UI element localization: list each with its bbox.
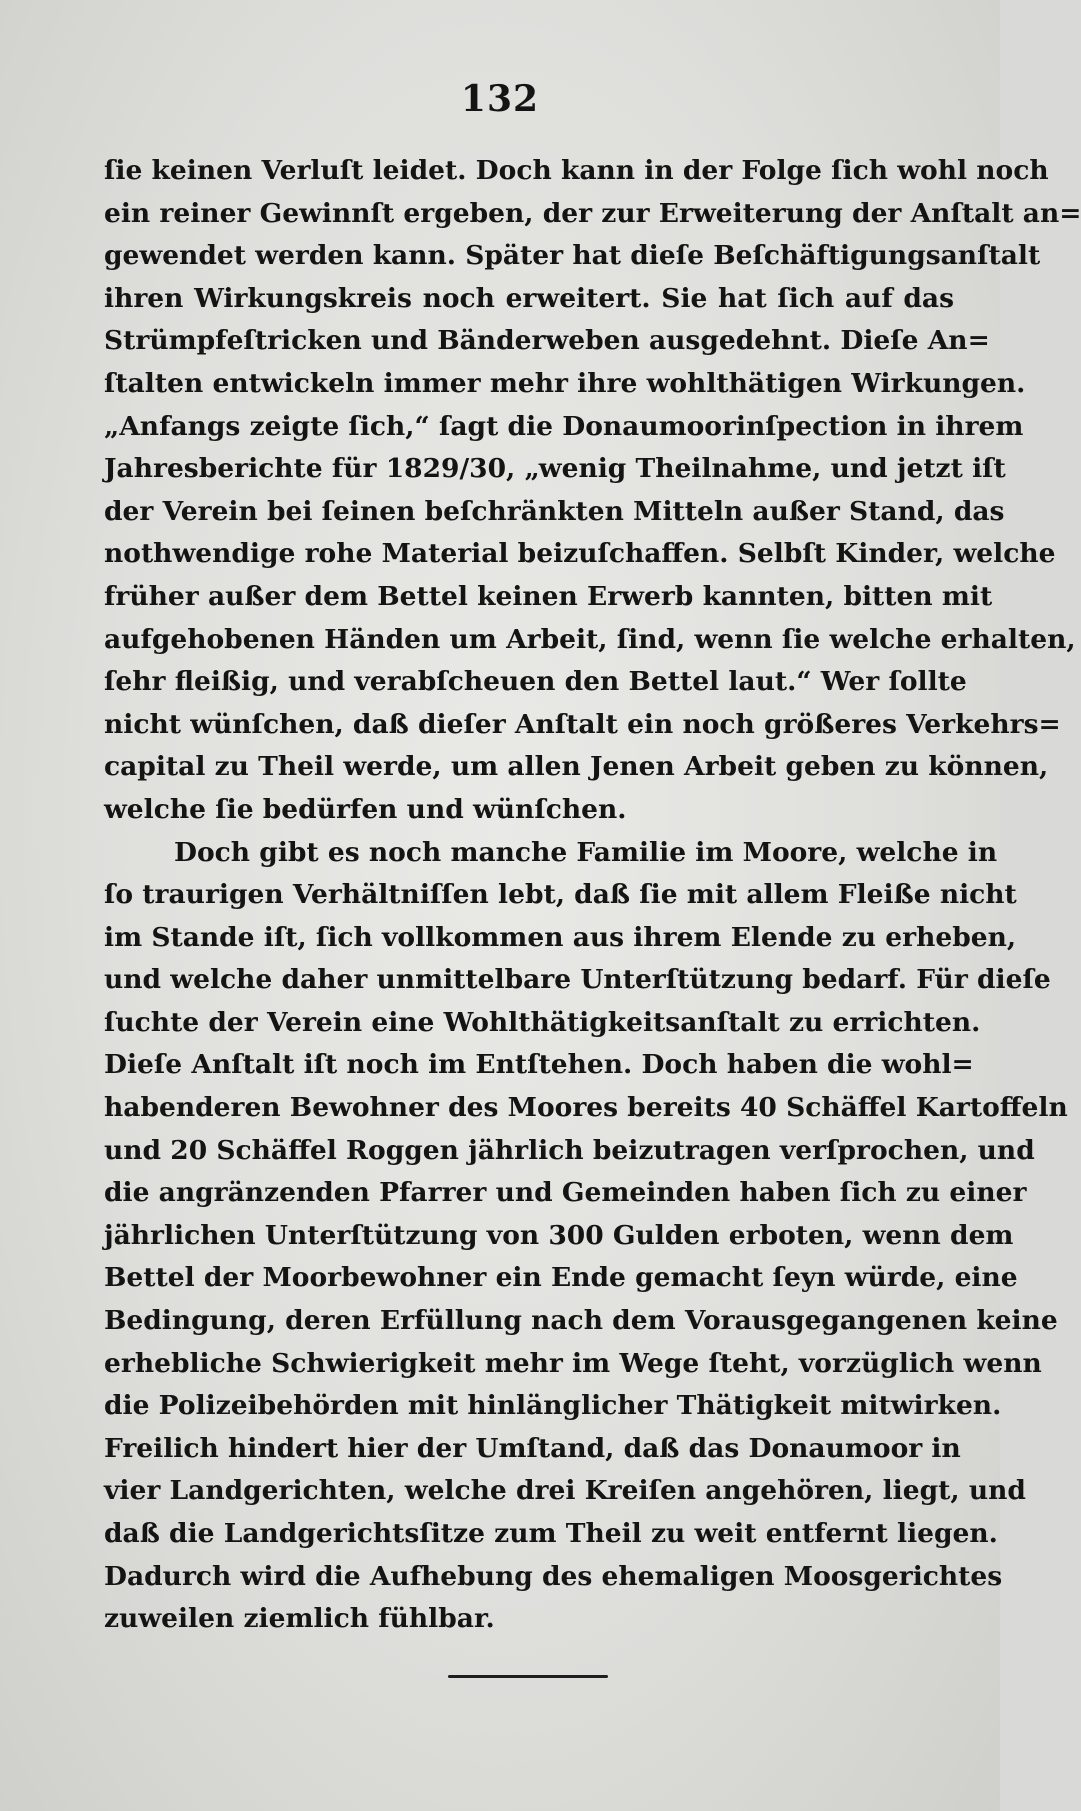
text-line: ſuchte der Verein eine Wohlthätigkeitsanſtalt zu errichten. (104, 1006, 981, 1038)
text-line: „Anfangs zeigte ſich,“ ſagt die Donaumoorinſpection in ihrem (104, 410, 1024, 442)
body-text (104, 150, 1081, 1641)
text-line: und welche daher unmittelbare Unterſtützung bedarf. Für dieſe (104, 964, 1051, 996)
text-line: der Verein bei ſeinen beſchränkten Mitteln außer Stand, das (104, 495, 1005, 527)
text-line: capital zu Theil werde, um allen Jenen Arbeit geben zu können, (104, 751, 1049, 783)
text-line: ein reiner Gewinnſt ergeben, der zur Erweiterung der Anſtalt an= (104, 197, 1081, 229)
text-line: früher außer dem Bettel keinen Erwerb kannten, bitten mit (104, 580, 993, 612)
text-line: habenderen Bewohner des Moores bereits 40 Schäffel Kartoffeln (104, 1092, 1068, 1124)
text-line: Dadurch wird die Aufhebung des ehemaligen Moosgerichtes (104, 1560, 1003, 1592)
text-line: ſehr fleißig, und verabſcheuen den Bettel laut.“ Wer ſollte (104, 666, 967, 698)
text-line: im Stande iſt, ſich vollkommen aus ihrem Elende zu erheben, (104, 921, 1017, 953)
text-line: die angränzenden Pfarrer und Gemeinden haben ſich zu einer (104, 1177, 1027, 1209)
text-line: erhebliche Schwierigkeit mehr im Wege ſteht, vorzüglich wenn (104, 1347, 1042, 1379)
text-line: zuweilen ziemlich fühlbar. (104, 1603, 495, 1635)
text-line: gewendet werden kann. Später hat dieſe Beſchäftigungsanſtalt (104, 240, 1041, 272)
text-line: ſtalten entwickeln immer mehr ihre wohlthätigen Wirkungen. (104, 367, 1026, 399)
text-line: welche ſie bedürfen und wünſchen. (104, 793, 627, 825)
text-line: aufgehobenen Händen um Arbeit, ſind, wenn ſie welche erhalten, (104, 623, 1076, 655)
text-line: die Polizeibehörden mit hinlänglicher Thätigkeit mitwirken. (104, 1390, 1002, 1422)
text-line: Jahresberichte für 1829/30, „wenig Theilnahme, und jetzt iſt (104, 453, 1006, 485)
text-line: Doch gibt es noch manche Familie im Moore, welche in (174, 836, 998, 868)
text-line: jährlichen Unterſtützung von 300 Gulden erboten, wenn dem (104, 1219, 1014, 1251)
page-number: 132 (460, 78, 540, 120)
text-line: ſie keinen Verluſt leidet. Doch kann in der Folge ſich wohl noch (104, 155, 1049, 186)
text-line: ſo traurigen Verhältniſſen lebt, daß ſie mit allem Fleiße nicht (104, 879, 1017, 911)
text-line: und 20 Schäffel Roggen jährlich beizutragen verſprochen, und (104, 1134, 1035, 1166)
section-divider (448, 1675, 608, 1678)
text-line: Bettel der Moorbewohner ein Ende gemacht ſeyn würde, eine (104, 1262, 1018, 1294)
text-line: nicht wünſchen, daß dieſer Anſtalt ein noch größeres Verkehrs= (104, 708, 1061, 740)
text-line: daß die Landgerichtsſitze zum Theil zu weit entfernt liegen. (104, 1518, 998, 1549)
text-line: vier Landgerichten, welche drei Kreiſen angehören, liegt, und (104, 1475, 1026, 1507)
text-line: Strümpfeſtricken und Bänderweben ausgedehnt. Dieſe An= (104, 325, 990, 357)
text-line: Freilich hindert hier der Umſtand, daß das Donaumoor in (104, 1432, 961, 1464)
text-line: Dieſe Anſtalt iſt noch im Entſtehen. Doch haben die wohl= (104, 1049, 974, 1081)
text-line: ihren Wirkungskreis noch erweitert. Sie hat ſich auf das (104, 282, 954, 314)
text-line: nothwendige rohe Material beizuſchaffen. Selbſt Kinder, welche (104, 538, 1056, 570)
text-line: Bedingung, deren Erfüllung nach dem Vorausgegangenen keine (104, 1305, 1058, 1337)
